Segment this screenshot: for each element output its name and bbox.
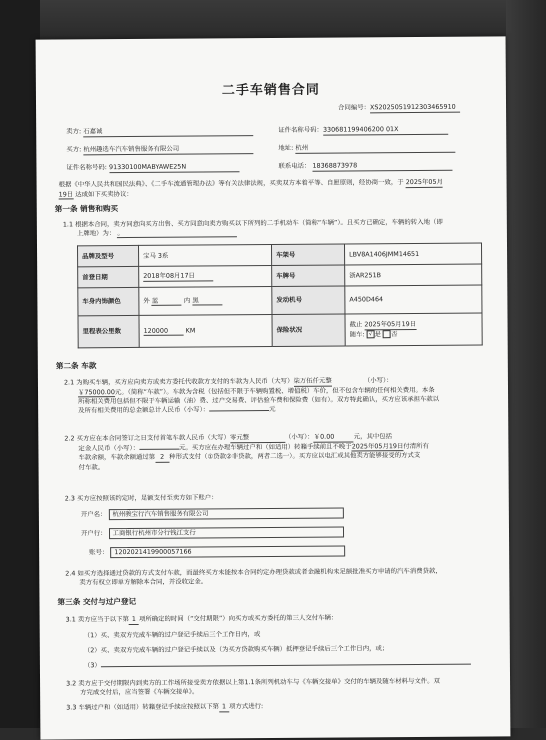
engine-value: A450D464 <box>345 285 482 314</box>
background-right <box>506 0 546 728</box>
clause-text: 种形式支付（①贷款②非贷款，两者二选一）。买方应以电汇或其他卖方能够接受的方式支 <box>169 451 421 462</box>
first-registration-cell <box>139 266 272 288</box>
account-name-row <box>81 508 344 520</box>
color-cell <box>139 287 272 316</box>
buyer-label: 买方: <box>66 145 82 154</box>
account-number-row <box>89 545 345 557</box>
clause-1-1 <box>63 217 493 238</box>
buyer-address: 杭州 <box>295 143 455 154</box>
clause-text: （小写）： <box>284 432 314 441</box>
phone-row <box>278 161 452 172</box>
insurance-transfer-label: 随车: <box>349 330 365 339</box>
insurance-until-label: 截止 <box>349 320 363 329</box>
vehicle-table <box>77 243 483 349</box>
transfer-location: 。 <box>117 228 237 238</box>
clause-number: 2.1 <box>63 378 75 387</box>
option-number: （3） <box>83 661 101 670</box>
seller-row <box>66 126 253 137</box>
engine-label: 发动机号 <box>272 286 345 315</box>
exterior-color: 蓝 <box>152 296 182 306</box>
clause-text: 如买方选择通过贷款的方式支付车款，而最终买方未能按本合同约定办理贷款或者金融机构未足额批准买方申请的汽车消费贷款， <box>77 566 442 578</box>
clause-number: 2.3 <box>64 494 75 503</box>
plate-label: 车牌号 <box>272 265 345 287</box>
clause-text: 项方式进行: <box>229 702 264 711</box>
account-name-label: 开户名： <box>80 510 107 519</box>
clause-text: 方完成交付后，应当签署《车辆交接单》。 <box>80 687 199 696</box>
first-registration-value: 2018年08月17日 <box>143 272 213 282</box>
buyer-name: 杭州趣选车汽车销售服务有限公司 <box>83 144 253 155</box>
bank-label: 开户行： <box>80 529 107 538</box>
first-payment-words: 零元整 <box>230 433 285 443</box>
vin-value: LBV8A1406JMM14651 <box>344 243 481 265</box>
clause-text: 上牌地）为： <box>76 228 116 238</box>
clause-3-1 <box>66 612 496 625</box>
phone-label: 联系电话： <box>278 161 311 170</box>
clause-text: 为购买车辆，买方应向卖方或卖方委托代收款方支付的车款为人民币（大写） <box>76 376 294 387</box>
payment-method: 2 <box>155 453 169 463</box>
clause-2-1 <box>64 375 494 415</box>
mileage-cell <box>139 315 272 348</box>
buyer-row <box>66 144 253 155</box>
price-in-figures: ￥75000.00 <box>77 387 115 397</box>
clause-text: 车辆过户和（如适用）转籍登记手续应按照以下第 <box>78 702 220 712</box>
delivery-option: 1 <box>129 615 139 625</box>
mileage-label: 里程表公里数 <box>78 315 139 347</box>
clause-2-3 <box>65 491 495 503</box>
clause-2-2 <box>64 431 494 472</box>
price-in-words: 柒万伍仟元整 <box>293 376 332 385</box>
buyer-id-label: 证件名称号码: <box>66 163 107 172</box>
account-name: 杭州骏宝行汽车销售服务有限公司 <box>108 508 343 520</box>
clause-3-2 <box>66 676 496 696</box>
yes-checkbox[interactable]: √ <box>367 330 375 338</box>
contract-page <box>36 36 511 739</box>
seller-name: 石嘉诚 <box>83 126 253 137</box>
bank-name: 工商银行杭州市分行钱江支行 <box>109 527 344 539</box>
clause-text: 项所确定的时间（“交付期限”）向买方或买方委托的第三人交付车辆： <box>138 613 338 623</box>
clause-text: 车款余额，车款余额通过第 <box>78 453 156 462</box>
mileage-value: 120000 <box>144 326 184 336</box>
seller-id: 330681199406200 01X <box>323 125 448 136</box>
buyer-address-row <box>278 143 455 154</box>
clause-text: 卖方应当于以下第 <box>77 615 129 624</box>
total-amount-blank <box>209 410 269 411</box>
clause-3-3 <box>66 700 496 713</box>
first-payment-figures: ￥0.00 <box>314 432 354 442</box>
article-3-heading: 第三条 交付与过户登记 <box>57 596 137 607</box>
deposit-blank <box>139 448 179 449</box>
interior-color: 黑 <box>192 296 222 306</box>
clause-number: 3.1 <box>65 615 76 624</box>
brand-value: 宝马 3系 <box>139 245 272 267</box>
clause-text: 买方应按照该约定时，足额支付至卖方如下账户： <box>76 493 218 503</box>
contract-number <box>338 103 460 113</box>
intro-text-end: 达成如下买卖协议： <box>75 189 133 199</box>
contract-title: 二手车销售合同 <box>221 82 320 99</box>
seller-id-label: 证件名称号码： <box>278 125 323 134</box>
clause-text: 元。买方应在办理车辆过户和（如适用）转籍手续前且不晚于 <box>179 442 352 452</box>
vin-label: 车架号 <box>271 244 344 266</box>
clause-text: 元，其中包括 <box>353 432 393 441</box>
article-2-heading: 第二条 车款 <box>55 361 97 371</box>
phone-number: 18368873978 <box>312 161 452 172</box>
clause-text: 付车款。 <box>78 463 105 472</box>
delivery-option-3 <box>84 659 471 670</box>
clause-text: （小写）： <box>363 376 393 385</box>
delivery-option-2: （2）买、卖双方完成车辆的过户登记手续以及（为买方贷款购买车辆）抵押登记手续后三个工作日内，或； <box>83 644 389 655</box>
clause-2-4 <box>65 566 495 586</box>
intro-day: 19日 <box>58 190 74 199</box>
clause-number: 3.2 <box>66 679 77 688</box>
clause-text: 元。（简称“车款”）。车款为含税（包括但不限于车辆购置税、增值税）车价，但不包含车辆的任何相关费用。本条 <box>114 385 435 396</box>
clause-text: 卖方应于交付期限内到卖方的工作场所接受卖方依据以上第1.1条所列机动车与《车辆交接单》交付的车辆及随车材料与文件。双 <box>78 676 440 688</box>
payment-deadline: 2025年05月19日 <box>351 441 404 451</box>
color-label: 车身内饰颜色 <box>78 287 139 315</box>
option-3-blank <box>101 664 471 668</box>
clause-number: 3.3 <box>66 703 77 712</box>
clause-number: 2.2 <box>64 434 75 443</box>
article-1-heading: 第一条 销售和购买 <box>54 204 119 214</box>
first-registration-label: 首登日期 <box>78 266 139 287</box>
buyer-id: 91330100MABYAWE25N <box>109 162 239 173</box>
contract-number-label: 合同编号： <box>338 103 371 112</box>
contract-number-value: XS2025051912303465910 <box>370 103 460 113</box>
account-number-label: 账号： <box>89 548 109 557</box>
transfer-option: 1 <box>219 702 229 712</box>
insurance-label: 保险状况 <box>272 314 345 347</box>
clause-text: 所称相关费用包括但不限于车辆运输（油）费、过户交易费、评估验车费和保险费（如有）。双方特此确认，买方应该承担车款以 <box>78 395 440 406</box>
clause-number: 1.1 <box>62 220 74 229</box>
clause-text: 买方应在本合同签订之日支付首笔车款人民币（大写） <box>76 433 230 443</box>
buyer-address-label: 地址: <box>278 143 294 152</box>
background-left <box>0 0 40 728</box>
no-label: 否 <box>391 330 398 339</box>
account-number: 1202021419900057166 <box>110 545 345 557</box>
mileage-unit: KM <box>185 326 196 335</box>
delivery-option-1: （1）买、卖双方完成车辆的过户登记手续后三个工作日内，或 <box>83 630 261 640</box>
clause-text: 卖方有权立即单方解除本合同，并没收定金。 <box>79 577 208 586</box>
clause-text: 及所有相关费用的总金额总计人民币（小写）： <box>78 405 210 415</box>
insurance-cell <box>345 313 482 346</box>
bank-row <box>81 527 344 539</box>
interior-label: 内 <box>183 296 191 305</box>
plate-value: 浙AR251B <box>345 264 482 286</box>
intro-date: 2025年05月 <box>405 177 443 187</box>
intro-paragraph <box>59 177 489 199</box>
clause-number: 2.4 <box>65 569 76 578</box>
clause-text: 定金人民币（小写）： <box>78 443 140 453</box>
seller-id-row <box>278 125 448 136</box>
clause-text: 元 <box>269 404 276 413</box>
yes-label: 是 <box>374 330 382 339</box>
buyer-id-row <box>66 162 239 173</box>
clause-text: 付清所有 <box>403 441 429 450</box>
brand-label: 品牌及型号 <box>78 245 139 266</box>
insurance-until: 2025年05月19日 <box>364 320 417 329</box>
exterior-label: 外 <box>143 296 150 305</box>
clause-text: 根据本合同，卖方同意向买方出售、买方同意向卖方购买以下所列的二手机动车（简称“车辆”）。且买方已确定，车辆的转入地（即 <box>75 217 443 229</box>
intro-text: 根据《中华人民共和国民法典》、《二手车流通管理办法》等有关法律法规，买卖双方本着平等、自愿原则，经协商一致，于 <box>58 178 404 189</box>
seller-label: 卖方: <box>66 127 82 136</box>
